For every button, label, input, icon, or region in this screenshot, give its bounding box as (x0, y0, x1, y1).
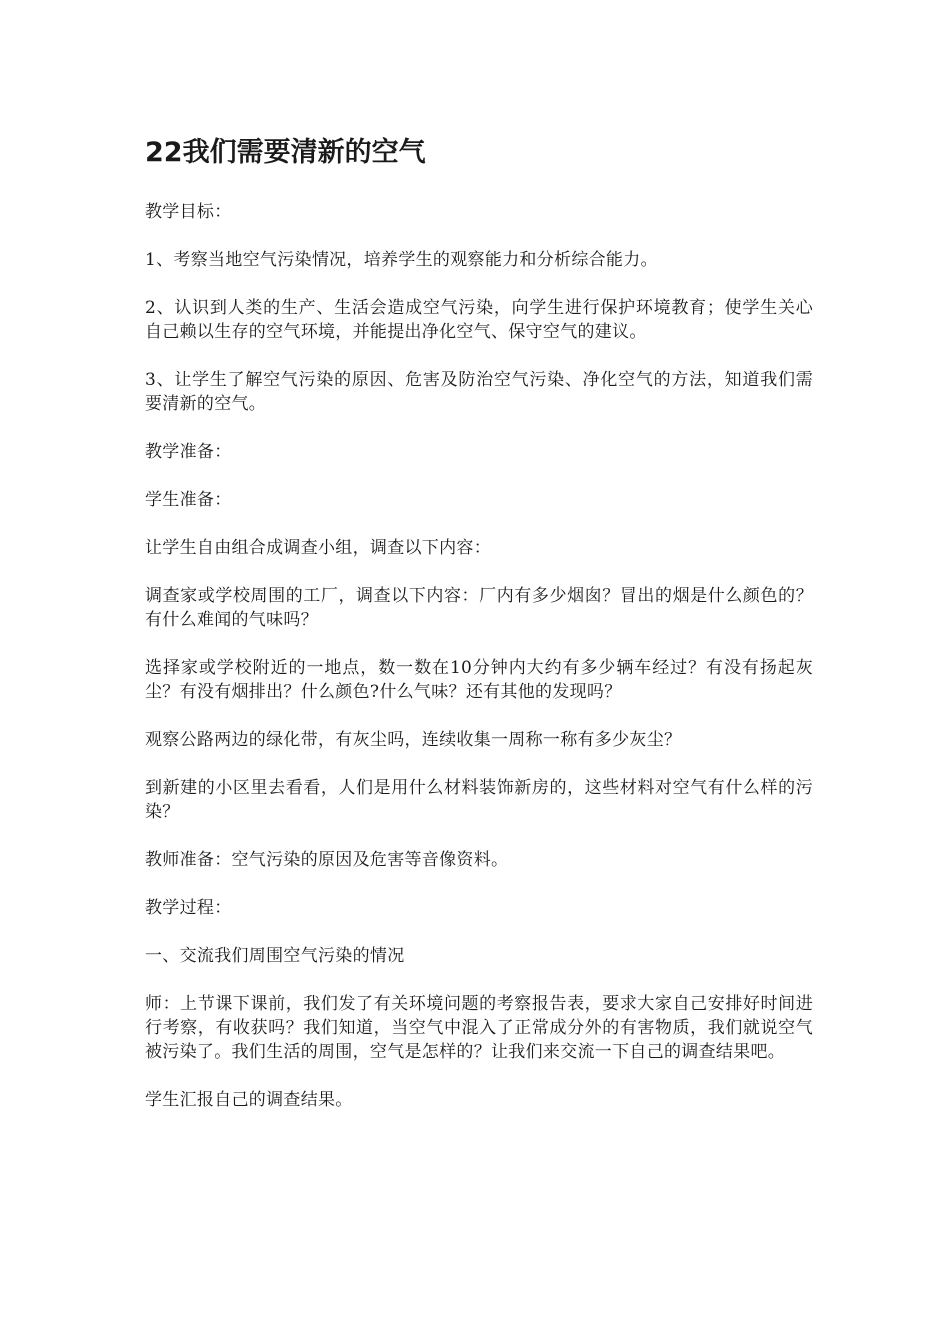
teaching-process-heading: 教学过程： (145, 898, 232, 918)
section-one-heading: 一、交流我们周围空气污染的情况 (145, 946, 405, 966)
survey-item-new-housing: 到新建的小区里去看看，人们是用什么材料装饰新房的，这些材料对空气有什么样的污染？ (145, 778, 813, 822)
goal-item-3: 3、让学生了解空气污染的原因、危害及防治空气污染、净化空气的方法，知道我们需要清新的空气。 (145, 370, 813, 414)
goal-item-1: 1、考察当地空气污染情况，培养学生的观察能力和分析综合能力。 (145, 250, 658, 270)
teacher-preparation: 教师准备：空气污染的原因及危害等音像资料。 (145, 850, 509, 870)
survey-item-factory: 调查家或学校周围的工厂，调查以下内容：厂内有多少烟囱？冒出的烟是什么颜色的？有什么难闻的气味吗？ (145, 586, 813, 630)
teaching-goals-heading: 教学目标： (145, 202, 232, 222)
student-preparation-heading: 学生准备： (145, 490, 232, 510)
goal-item-2: 2、认识到人类的生产、生活会造成空气污染，向学生进行保护环境教育；使学生关心自己赖以生存的空气环境，并能提出净化空气、保守空气的建议。 (145, 298, 813, 342)
student-report: 学生汇报自己的调查结果。 (145, 1090, 353, 1110)
document-title: 22我们需要清新的空气 (145, 137, 426, 168)
document-body (145, 133, 813, 1136)
survey-item-greenbelt: 观察公路两边的绿化带，有灰尘吗，连续收集一周称一称有多少灰尘？ (145, 730, 682, 750)
teaching-preparation-heading: 教学准备： (145, 442, 232, 462)
survey-item-traffic: 选择家或学校附近的一地点，数一数在10分钟内大约有多少辆车经过？有没有扬起灰尘？有没有烟排出？什么颜色?什么气味？还有其他的发现吗？ (145, 658, 813, 702)
teacher-speech: 师：上节课下课前，我们发了有关环境问题的考察报告表，要求大家自己安排好时间进行考察，有收获吗？我们知道，当空气中混入了正常成分外的有害物质，我们就说空气被污染了。我们生活的周围，空气是怎样的？让我们来交流一下自己的调查结果吧。 (145, 994, 813, 1062)
survey-instruction: 让学生自由组合成调查小组，调查以下内容： (145, 538, 491, 558)
